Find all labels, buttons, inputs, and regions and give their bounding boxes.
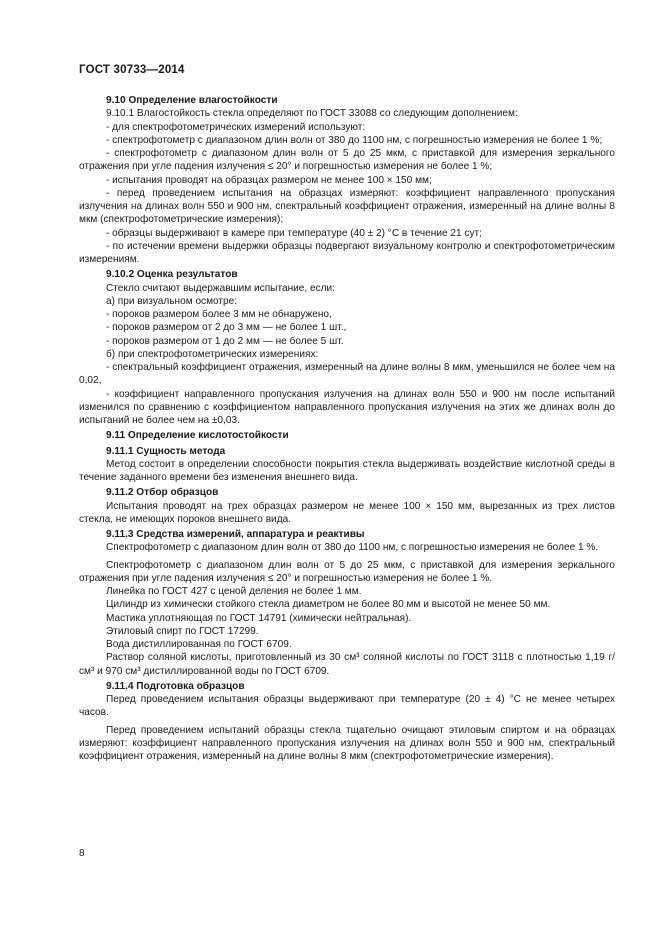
paragraph: - пороков размером от 2 до 3 мм — не более 1 шт., xyxy=(106,322,347,334)
paragraph: Вода дистиллированная по ГОСТ 6709. xyxy=(106,639,292,650)
paragraph: Перед проведением испытания образцы выдерживают при температуре (20 ± 4) °С не менее четырех часов. xyxy=(79,694,615,719)
section-heading: 9.11.2 Отбор образцов xyxy=(106,487,219,499)
paragraph: Цилиндр из химически стойкого стекла диаметром не более 80 мм и высотой не менее 50 мм. xyxy=(106,599,551,611)
paragraph: - по истечении времени выдержки образцы подвергают визуальному контролю и спектрофотометрическим измерениям. xyxy=(79,240,615,265)
section-heading: 9.11.3 Средства измерений, аппаратура и реактивы xyxy=(106,529,365,540)
paragraph: Спектрофотометр с диапазоном длин волн от 380 до 1100 нм, с погрешностью измерения не более 1 %. xyxy=(106,542,599,554)
section-heading: 9.11.1 Сущность метода xyxy=(106,445,226,457)
section-heading: 9.11 Определение кислотостойкости xyxy=(106,430,289,442)
section-heading: 9.11.4 Подготовка образцов xyxy=(106,680,245,692)
paragraph: а) при визуальном осмотре: xyxy=(106,295,238,307)
paragraph: - спектральный коэффициент отражения, измеренный на длине волны 8 мкм, уменьшился не более чем на 0,02, xyxy=(79,362,615,387)
section-heading: 9.10.2 Оценка результатов xyxy=(106,269,238,281)
paragraph: Метод состоит в определении способности покрытия стекла выдерживать воздействие кислотной среды в течение заданного времени без изменения внешнего вида. xyxy=(79,458,615,483)
paragraph: - испытания проводят на образцах размером не менее 100 × 150 мм; xyxy=(106,174,432,186)
paragraph: Раствор соляной кислоты, приготовленный из 30 см³ соляной кислоты по ГОСТ 3118 с плотностью 1,19 г/см³ и 970 см³ дистиллированной воды по ГОСТ 6709. xyxy=(79,652,615,677)
paragraph: - для спектрофотометрических измерений используют: xyxy=(106,121,366,133)
paragraph: Перед проведением испытаний образцы стекла тщательно очищают этиловым спиртом и на образцах измеряют: коэффициент направленного пропускания излучения на длинах волн 550 и 900 нм, спектральный коэффициент отражения, измеренный на длине волны 8 мкм (спектрофотометрические измерения). xyxy=(79,724,615,762)
paragraph: - пороков размером более 3 мм не обнаружено, xyxy=(106,309,332,320)
paragraph: Испытания проводят на трех образцах размером не менее 100 × 150 мм, вырезанных из трех листов стекла, не имеющих пороков внешнего вида. xyxy=(79,500,615,525)
paragraph: Этиловый спирт по ГОСТ 17299. xyxy=(106,625,259,637)
paragraph: - образцы выдерживают в камере при температуре (40 ± 2) °С в течение 21 сут; xyxy=(106,227,482,239)
paragraph: Линейка по ГОСТ 427 с ценой деления не более 1 мм. xyxy=(106,586,362,597)
paragraph: б) при спектрофотометрических измерениях: xyxy=(106,348,319,360)
paragraph: Мастика уплотняющая по ГОСТ 14791 (химически нейтральная). xyxy=(106,612,412,624)
paragraph: Спектрофотометр с диапазоном длин волн от 5 до 25 мкм, с приставкой для измерения зеркального отражения при угле падения излучения ≤ 20° и погрешностью измерения не более 1 %. xyxy=(79,559,615,584)
paragraph: - пороков размером от 1 до 2 мм — не более 5 шт. xyxy=(106,335,344,347)
paragraph: 9.10.1 Влагостойкость стекла определяют по ГОСТ 33088 со следующим дополнением: xyxy=(106,108,518,120)
paragraph: - спектрофотометр с диапазоном длин волн от 5 до 25 мкм, с приставкой для измерения зеркального отражения при угле падения излучения ≤ 20° и погрешностью измерения не более 1 %; xyxy=(79,148,615,173)
paragraph: Стекло считают выдержавшим испытание, если: xyxy=(106,282,335,294)
paragraph: - перед проведением испытания на образцах измеряют: коэффициент направленного пропускания излучения на длинах волн 550 и 900 нм, спектральный коэффициент отражения, измеренный на длине волны 8 мкм (спектрофотометрические измерения); xyxy=(79,187,615,226)
page-number: 8 xyxy=(79,848,85,859)
paragraph: - спектрофотометр с диапазоном длин волн от 380 до 1100 нм, с погрешностью измерения не более 1 %; xyxy=(106,134,603,146)
document-body xyxy=(79,92,615,763)
section-heading: 9.10 Определение влагостойкости xyxy=(106,95,278,106)
page-header: ГОСТ 30733—2014 xyxy=(79,64,185,76)
paragraph: - коэффициент направленного пропускания излучения на длинах волн 550 и 900 нм после испытаний изменился по сравнению с коэффициентом направленного пропускания излучения на этих же длинах волн до испытаний не более чем на ±0,03. xyxy=(79,388,615,426)
